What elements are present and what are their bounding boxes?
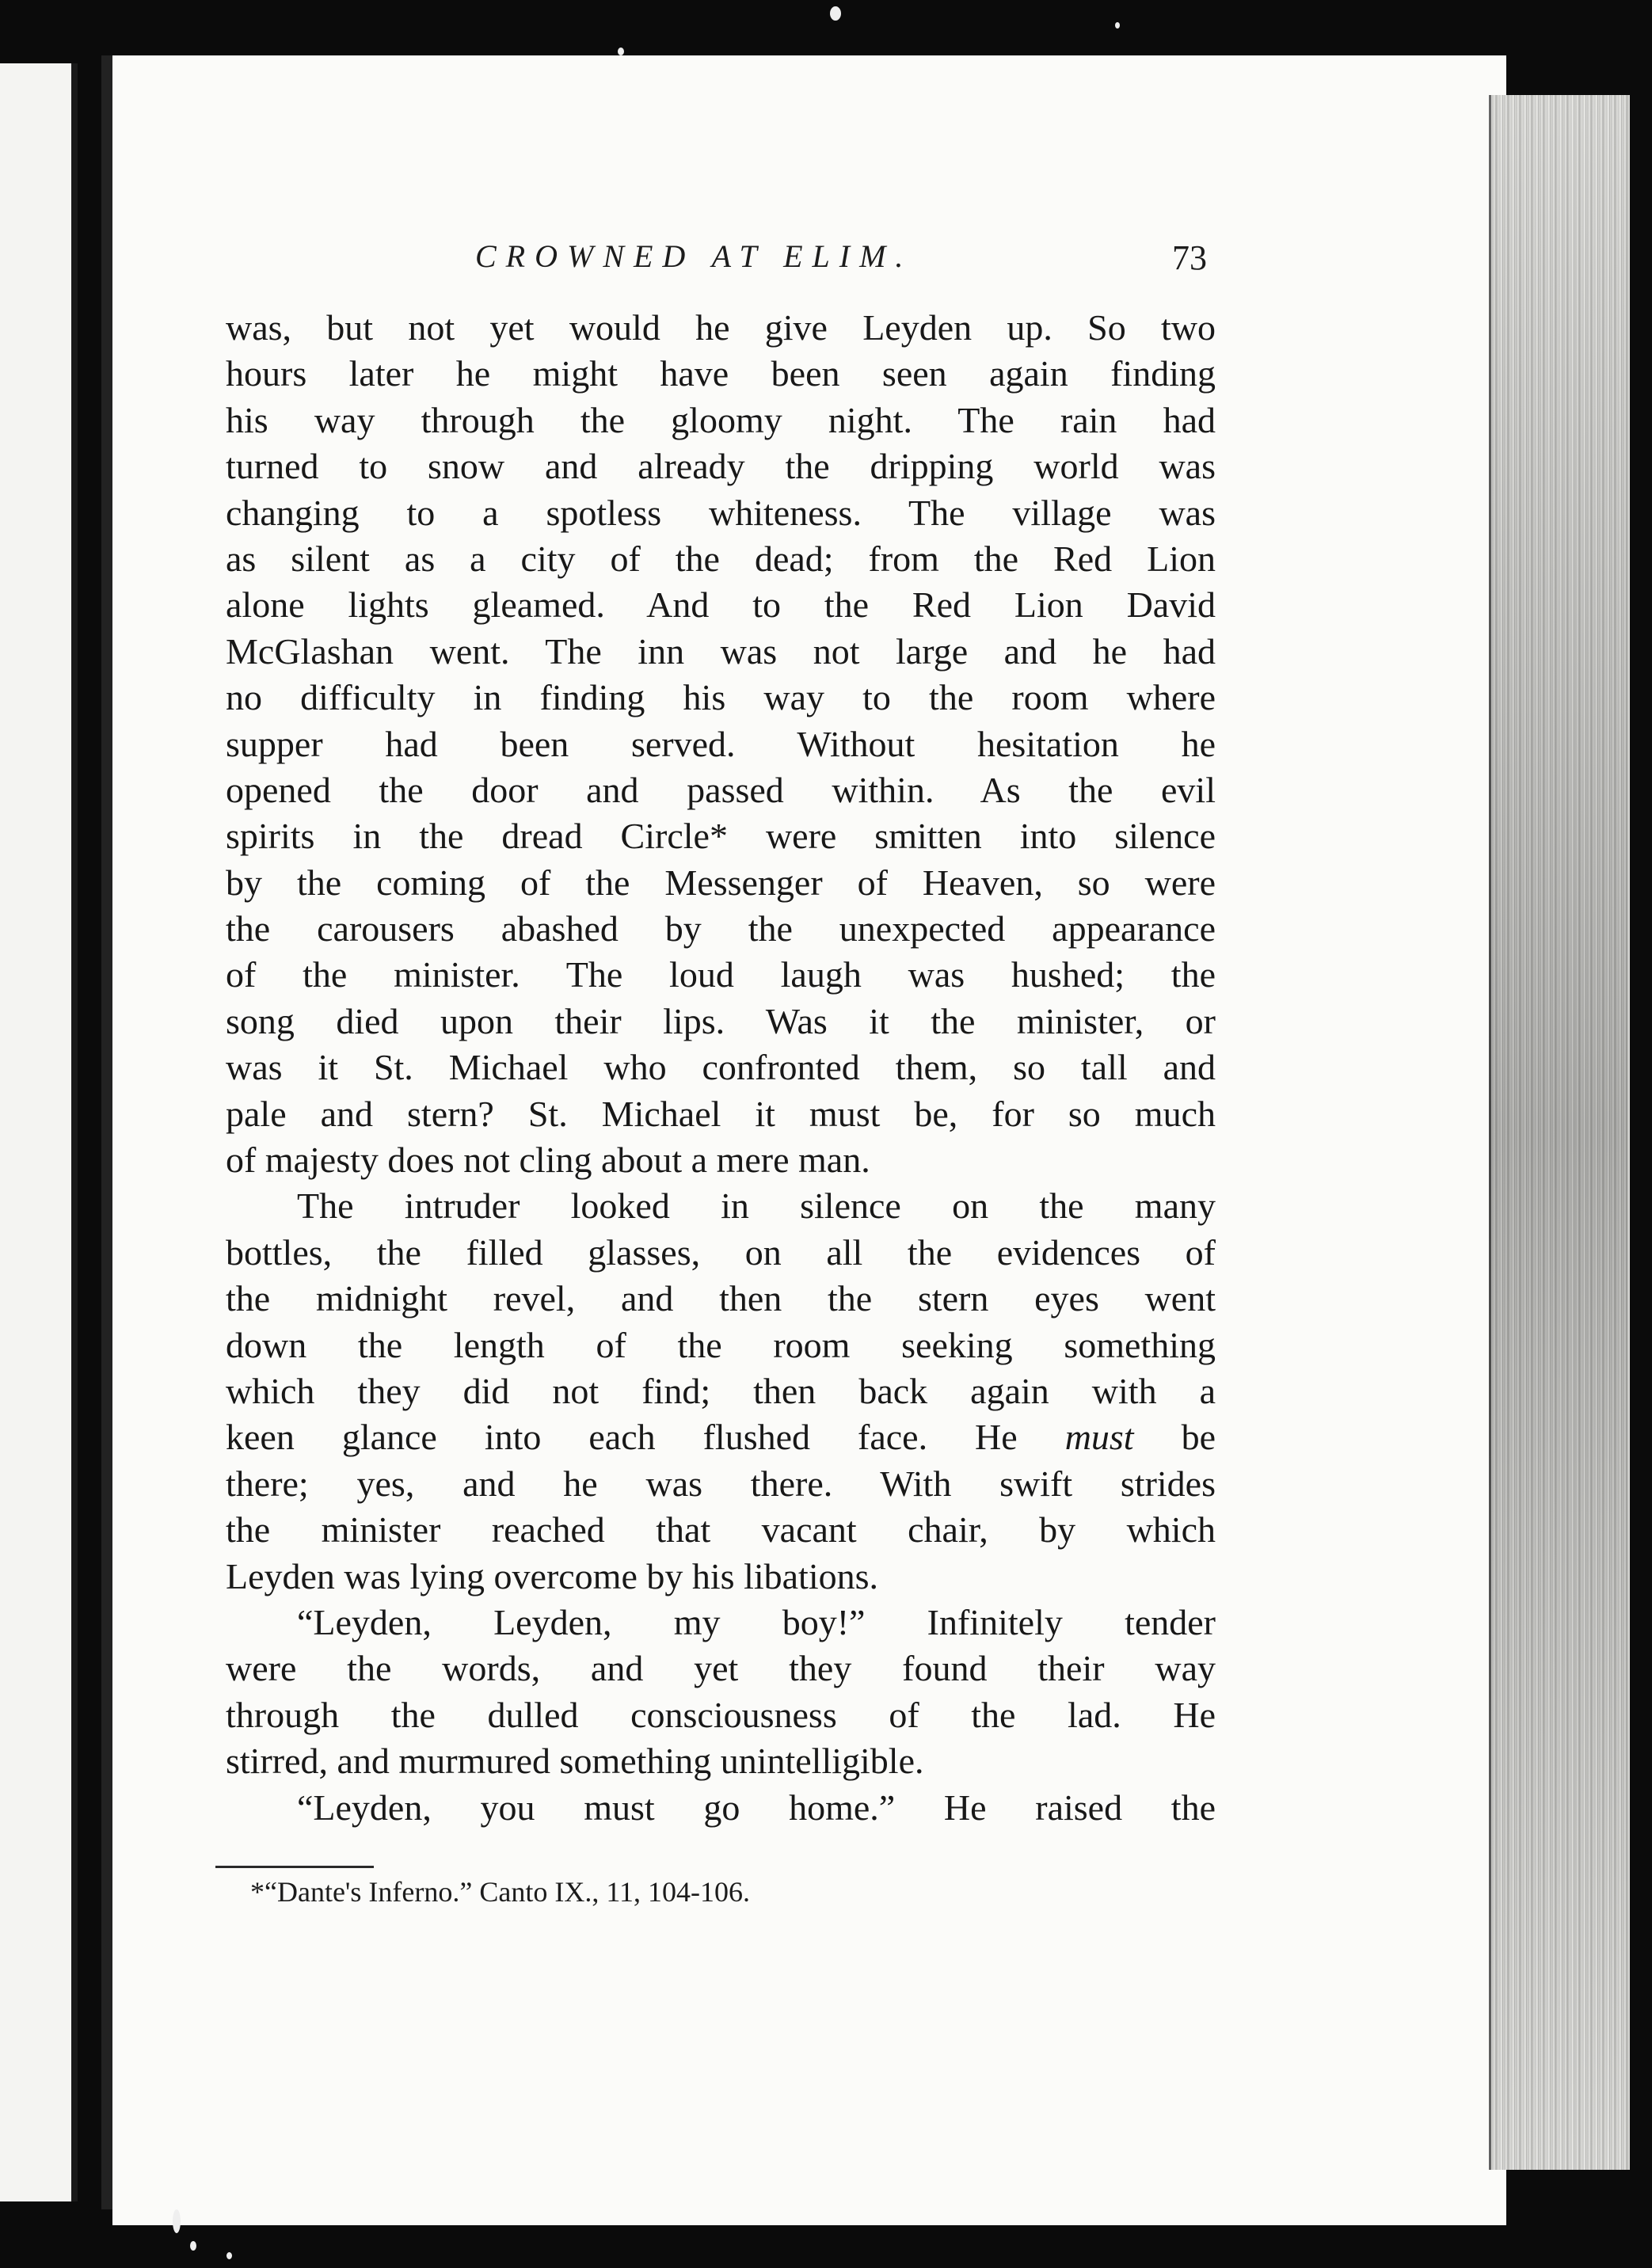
text-line: alone lights gleamed. And to the Red Lion David: [226, 584, 1216, 626]
scan-speck: [226, 2252, 232, 2259]
text-line: “Leyden, Leyden, my boy!” Infinitely tender: [297, 1601, 1216, 1642]
text-line: the midnight revel, and then the stern eyes went: [226, 1278, 1216, 1319]
scan-speck: [1115, 22, 1120, 29]
text-line: Leyden was lying overcome by his libations.: [226, 1555, 879, 1596]
text-line: through the dulled consciousness of the lad. He: [226, 1694, 1216, 1735]
text-line: McGlashan went. The inn was not large and he had: [226, 630, 1216, 672]
text-line: his way through the gloomy night. The rain had: [226, 399, 1216, 440]
text-line: song died upon their lips. Was it the minister, or: [226, 1000, 1216, 1041]
text-line: “Leyden, you must go home.” He raised the: [297, 1787, 1216, 1828]
text-line: of the minister. The loud laugh was hushed; the: [226, 954, 1216, 995]
scan-speck: [618, 48, 624, 55]
text-line: keen glance into each flushed face. He must be: [226, 1417, 1216, 1458]
scan-speck: [190, 2241, 196, 2251]
text-line: was, but not yet would he give Leyden up. So two: [226, 307, 1216, 348]
text-line: as silent as a city of the dead; from the Red Lion: [226, 538, 1216, 579]
text-line: hours later he might have been seen again finding: [226, 353, 1216, 394]
text-line: no difficulty in finding his way to the room where: [226, 677, 1216, 718]
emphasized-word: must: [1064, 1417, 1134, 1458]
text-line: spirits in the dread Circle* were smitten into silence: [226, 816, 1216, 857]
scan-speck: [830, 6, 841, 21]
text-line: pale and stern? St. Michael it must be, for so much: [226, 1093, 1216, 1134]
text-line: of majesty does not cling about a mere man.: [226, 1140, 870, 1181]
text-line: The intruder looked in silence on the many: [297, 1185, 1216, 1227]
footnote-rule: [215, 1866, 374, 1868]
text-line: changing to a spotless whiteness. The village was: [226, 492, 1216, 533]
text-line: were the words, and yet they found their way: [226, 1648, 1216, 1689]
text-line: supper had been served. Without hesitation he: [226, 723, 1216, 764]
scan-speck: [173, 2209, 181, 2233]
running-head: CROWNED AT ELIM.: [475, 238, 913, 274]
text-line: turned to snow and already the dripping world was: [226, 446, 1216, 487]
text-line: the carousers abashed by the unexpected appearance: [226, 908, 1216, 949]
text-line: opened the door and passed within. As the evil: [226, 769, 1216, 810]
text-line: by the coming of the Messenger of Heaven, so were: [226, 862, 1216, 903]
text-line: was it St. Michael who confronted them, so tall and: [226, 1047, 1216, 1088]
text-line: there; yes, and he was there. With swift strides: [226, 1463, 1216, 1504]
text-line: stirred, and murmured something unintelligible.: [226, 1741, 924, 1782]
text-line: bottles, the filled glasses, on all the evidences of: [226, 1231, 1216, 1273]
body-text: [226, 305, 1216, 1831]
book-gutter: [101, 55, 112, 2209]
text-line: down the length of the room seeking something: [226, 1324, 1216, 1365]
fore-edge-shading: [1489, 95, 1627, 2170]
footnote: *“Dante's Inferno.” Canto IX., 11, 104-106.: [250, 1876, 750, 1908]
text-line: which they did not find; then back again with a: [226, 1370, 1216, 1411]
facing-page-edge: [0, 63, 78, 2201]
text-line: the minister reached that vacant chair, by which: [226, 1509, 1216, 1551]
page-number: 73: [1172, 238, 1207, 277]
